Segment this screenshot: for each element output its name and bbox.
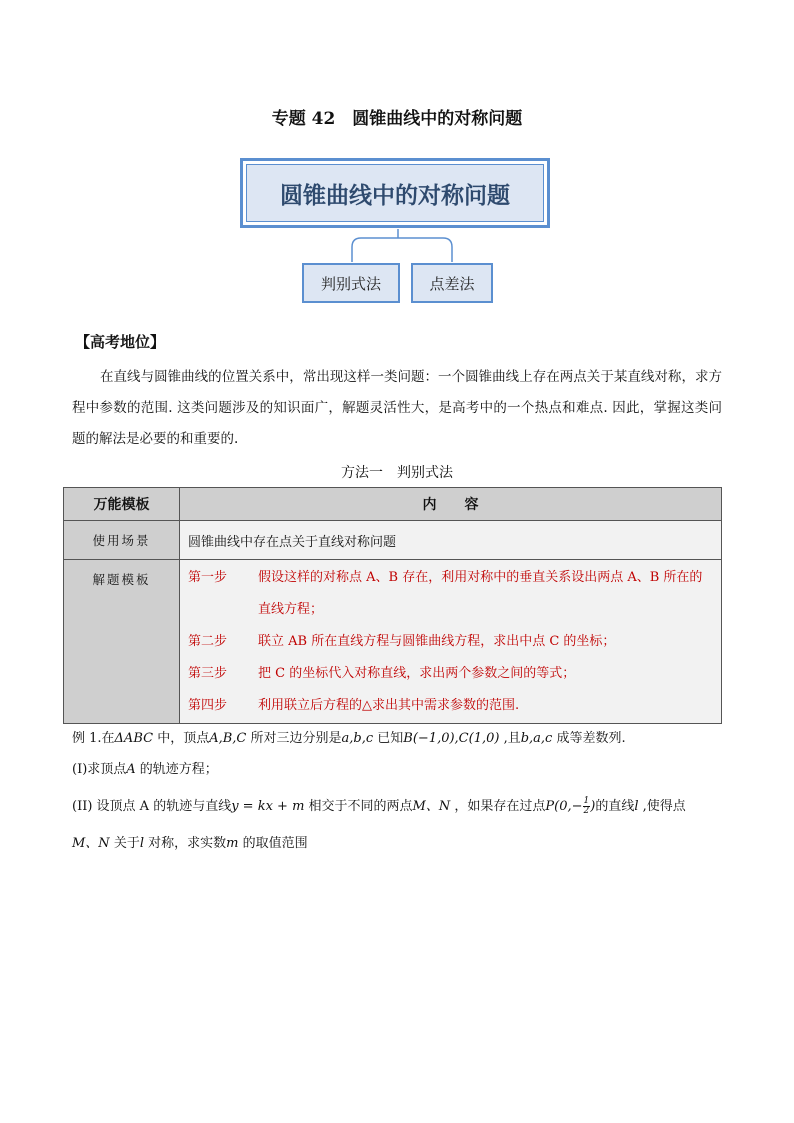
question-text: 关于 <box>109 836 140 851</box>
example-text: ,且 <box>499 731 521 746</box>
intro-paragraph: 在直线与圆锥曲线的位置关系中，常出现这样一类问题：一个圆锥曲线上存在两点关于某直线对称，求方程中参数的范围. 这类问题涉及的知识面广，解题灵活性大，是高考中的一个热点和难点. 因此，掌握这类问题的解法是必要的和重要的. <box>72 369 722 447</box>
step-text: 联立 AB 所在直线方程与圆锥曲线方程，求出中点 C 的坐标； <box>258 634 616 649</box>
steps-cell <box>180 560 722 724</box>
diagram-main-box <box>240 158 550 228</box>
math-vertices: A,B,C <box>209 731 247 746</box>
connector-line <box>352 229 452 262</box>
step-text: 把 C 的坐标代入对称直线，求出两个参数之间的等式； <box>258 666 576 681</box>
diagram-right-box: 点差法 <box>411 263 493 303</box>
row2-label: 解题模板 <box>64 560 180 724</box>
example-text: 中，顶点 <box>153 731 210 746</box>
diagram-main-label: 圆锥曲线中的对称问题 <box>280 182 510 209</box>
table-row <box>64 521 722 560</box>
question-text: 对称，求实数 <box>144 836 227 851</box>
math-line-l: l <box>139 836 144 851</box>
math-points: B(−1,0),C(1,0) <box>403 731 500 746</box>
question-text: 的取值范围 <box>238 836 308 851</box>
math-var: A <box>126 762 136 777</box>
example-text: 例 1.在 <box>72 731 115 746</box>
method-title: 方法一 判别式法 <box>341 465 453 481</box>
example-text: 成等差数列. <box>552 731 626 746</box>
template-table <box>63 487 722 724</box>
math-point-p: P(0,− <box>545 799 583 814</box>
question-text: (I)求顶点 <box>72 762 127 777</box>
step-text: 假设这样的对称点 A、B 存在，利用对称中的垂直关系设出两点 A、B 所在的直线方程； <box>258 570 703 617</box>
example-intro <box>72 727 626 746</box>
question-2 <box>72 795 686 816</box>
step-label: 第二步 <box>188 634 228 649</box>
math-triangle: ΔABC <box>114 731 154 746</box>
step-text: 利用联立后方程的△求出其中需求参数的范围. <box>258 698 520 713</box>
table-header-row <box>64 488 722 521</box>
question-2-cont <box>72 832 308 851</box>
table-row <box>64 560 722 724</box>
math-points: M、N <box>412 799 451 814</box>
example-text: 所对三边分别是 <box>246 731 342 746</box>
step-label: 第三步 <box>188 666 228 681</box>
section-heading: 【高考地位】 <box>75 333 166 351</box>
row1-label: 使用场景 <box>64 521 180 560</box>
math-points: M、N <box>72 836 110 851</box>
math-paren: ) <box>590 799 596 814</box>
page-title: 专题 42 圆锥曲线中的对称问题 <box>271 109 523 129</box>
question-text: 的直线 <box>595 799 635 814</box>
question-1 <box>72 758 218 777</box>
step-item <box>188 562 715 626</box>
question-text: ,使得点 <box>638 799 686 814</box>
question-text: 相交于不同的两点 <box>304 799 413 814</box>
math-sides: a,b,c <box>341 731 374 746</box>
step-label: 第一步 <box>188 570 228 585</box>
fraction-denominator: 2 <box>583 806 590 816</box>
header-left: 万能模板 <box>64 488 180 521</box>
question-text: 的轨迹方程； <box>135 762 218 777</box>
row1-text: 圆锥曲线中存在点关于直线对称问题 <box>180 521 722 560</box>
step-item <box>188 626 715 658</box>
question-text: ，如果存在过点 <box>450 799 546 814</box>
math-line-l: l <box>634 799 639 814</box>
diagram-left-box: 判别式法 <box>302 263 400 303</box>
question-text: (II) 设顶点 A 的轨迹与直线 <box>72 799 232 814</box>
math-equation: y = kx + m <box>231 799 305 814</box>
example-text: 已知 <box>373 731 404 746</box>
step-label: 第四步 <box>188 698 228 713</box>
header-right: 内 容 <box>180 488 722 521</box>
fraction-numerator: 1 <box>583 796 590 806</box>
math-sequence: b,a,c <box>520 731 553 746</box>
step-item <box>188 658 715 690</box>
math-var-m: m <box>226 836 239 851</box>
step-item <box>188 690 715 722</box>
